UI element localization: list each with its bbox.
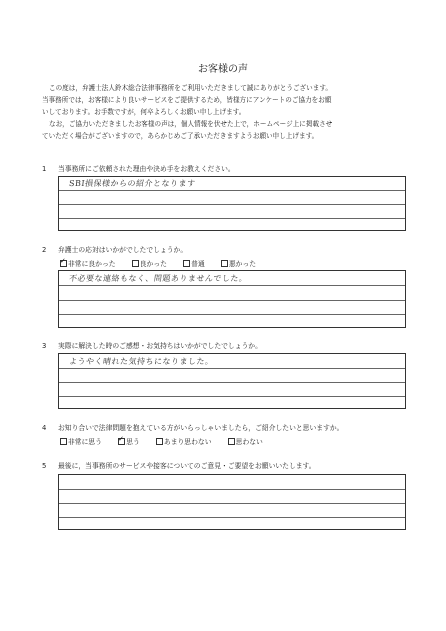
option-very-good[interactable]: ✓非常に良かった <box>60 258 116 268</box>
handwritten-answer: SBI損保様からの紹介となります <box>68 179 197 188</box>
checkbox-icon[interactable] <box>132 260 139 267</box>
rating-options-4 <box>60 436 277 446</box>
page-title: お客様の声 <box>198 64 248 75</box>
option-not-really[interactable]: あまり思わない <box>156 436 212 446</box>
option-average[interactable]: 普通 <box>183 258 205 268</box>
checkbox-icon[interactable] <box>156 438 163 445</box>
question-number: 4 <box>42 424 47 432</box>
option-good[interactable]: 良かった <box>132 258 167 268</box>
question-1 <box>42 163 235 173</box>
intro-line: 当事務所では，お客様により良いサービスをご提供するため，皆様方にアンケートのご協力をお願 <box>42 96 332 104</box>
intro-line: この度は，弁護士法人鈴木総合法律事務所をご利用いただきまして誠にありがとうございます。 <box>49 84 333 92</box>
question-number: 5 <box>42 462 47 470</box>
checkbox-icon[interactable] <box>60 438 67 445</box>
handwritten-answer: 不必要な連絡もなく、問題ありませんでした。 <box>68 274 248 283</box>
option-no[interactable]: 思わない <box>228 436 263 446</box>
option-strongly-yes[interactable]: 非常に思う <box>60 436 102 446</box>
intro-line: なお，ご協力いただきましたお客様の声は，個人情報を伏せた上で，ホームページ上に掲載させ <box>49 120 333 128</box>
question-4 <box>42 422 343 432</box>
answer-box-3[interactable] <box>58 353 406 409</box>
question-number: 3 <box>42 342 47 350</box>
checkbox-icon[interactable] <box>221 260 228 267</box>
question-number: 2 <box>42 246 47 254</box>
intro-text <box>42 82 414 142</box>
checkbox-checked-icon[interactable] <box>60 260 67 267</box>
rating-options-2 <box>60 258 270 268</box>
checkbox-checked-icon[interactable] <box>118 438 125 445</box>
question-3 <box>42 340 262 350</box>
question-5 <box>42 460 316 470</box>
answer-box-1[interactable] <box>58 176 406 231</box>
question-number: 1 <box>42 165 47 173</box>
answer-box-5[interactable] <box>58 474 406 530</box>
question-text: 当事務所にご依頼された理由や決め手をお教えください。 <box>58 165 235 173</box>
checkbox-icon[interactable] <box>183 260 190 267</box>
handwritten-answer: ようやく晴れた気持ちになりました。 <box>68 357 214 366</box>
checkbox-icon[interactable] <box>228 438 235 445</box>
question-text: 弁護士の応対はいかがでしたでしょうか。 <box>58 246 188 254</box>
question-text: 実際に解決した時のご感想・お気持ちはいかがでしたでしょうか。 <box>58 342 262 350</box>
answer-box-2[interactable] <box>58 270 406 328</box>
intro-line: いしております。お手数ですが，何卒よろしくお願い申し上げます。 <box>42 108 246 116</box>
option-yes[interactable]: ✓ 思う <box>118 436 140 446</box>
question-2 <box>42 244 187 254</box>
intro-line: ていただく場合がございますので，あらかじめご了承いただきますようお願い申し上げます。 <box>42 132 319 140</box>
question-text: お知り合いで法律問題を抱えている方がいらっしゃいましたら，ご紹介したいと思いますか。 <box>58 424 344 432</box>
question-text: 最後に，当事務所のサービスや接客についてのご意見・ご要望をお願いいたします。 <box>58 462 316 470</box>
option-bad[interactable]: 悪かった <box>221 258 256 268</box>
